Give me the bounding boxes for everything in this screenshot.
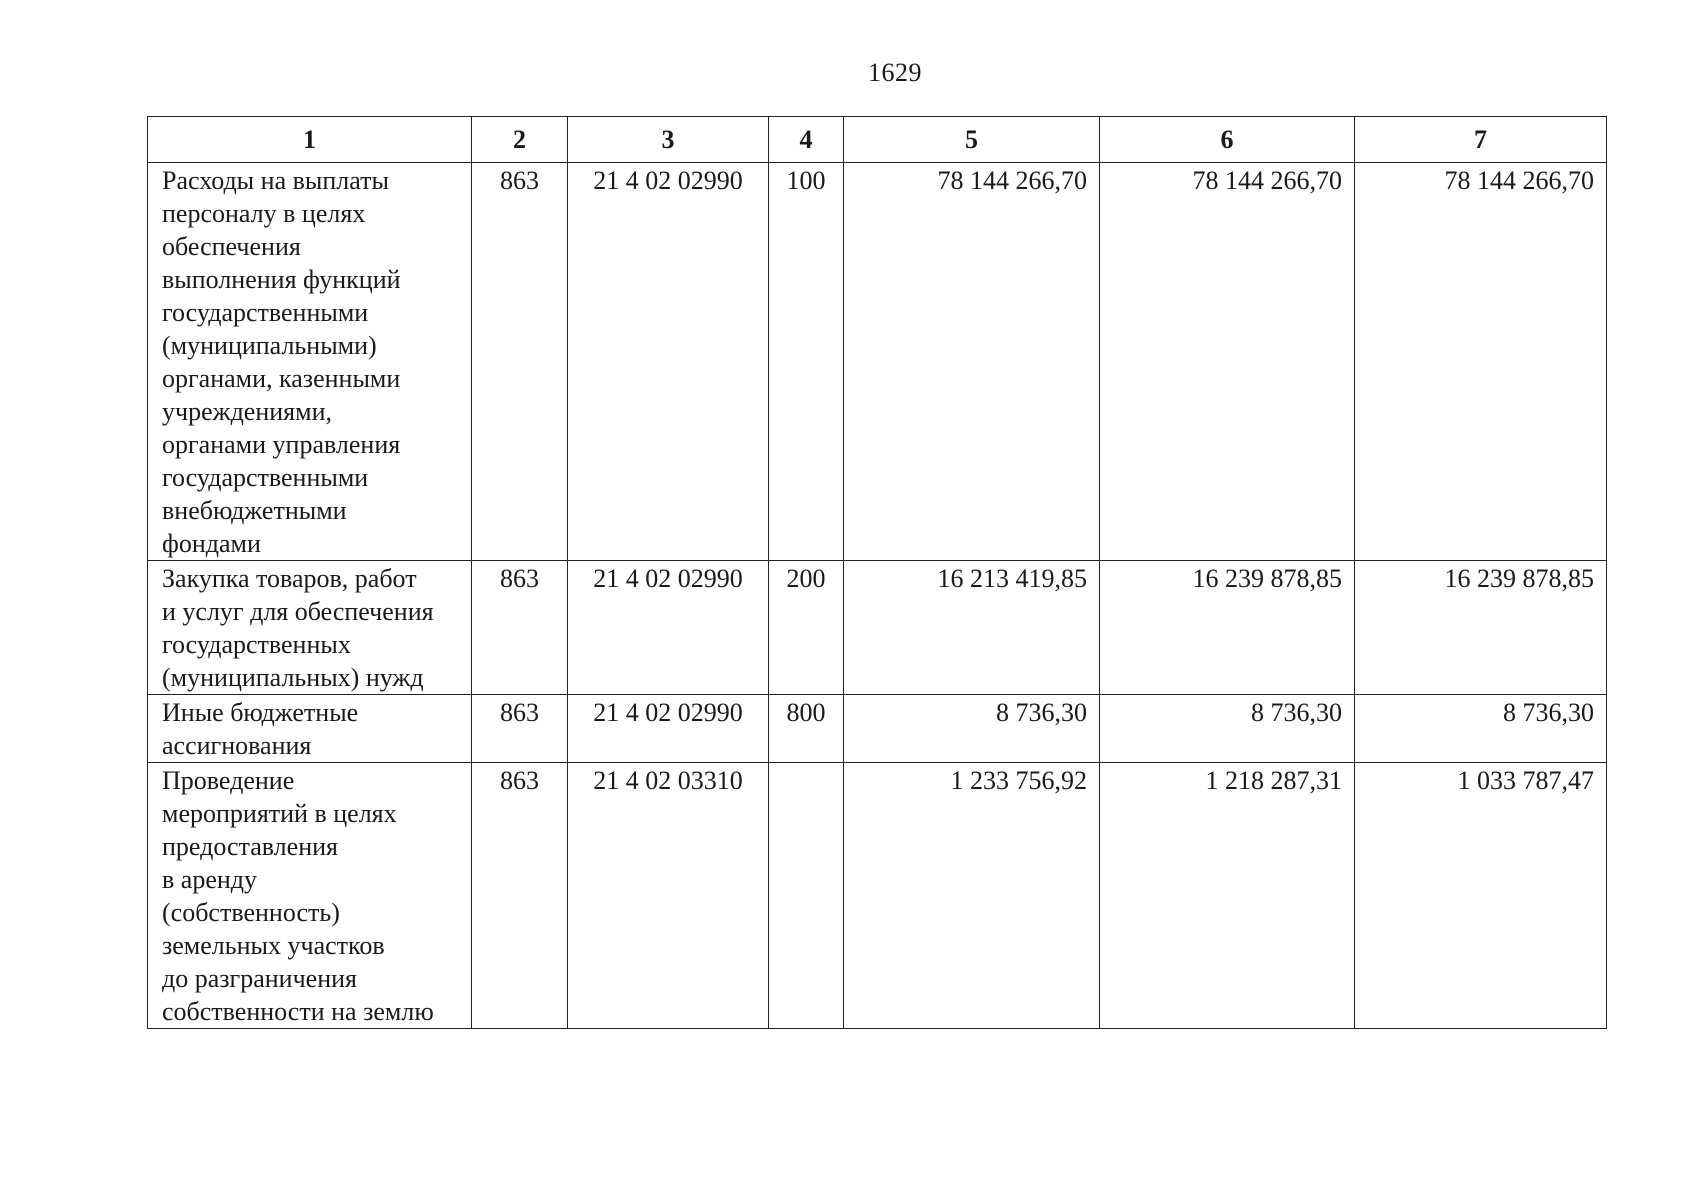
- column-header: 4: [769, 117, 844, 163]
- amount-col7-cell: 16 239 878,85: [1355, 561, 1607, 695]
- expense-name-line: до разграничения: [162, 964, 357, 993]
- expense-name-line: государственных: [162, 630, 351, 659]
- table-row: [148, 163, 1607, 561]
- agency-code-cell: 863: [472, 163, 568, 561]
- expense-name-line: Проведение: [162, 766, 295, 795]
- expense-name-cell: [148, 763, 472, 1029]
- target-code-cell: 21 4 02 03310: [568, 763, 769, 1029]
- column-header: 6: [1100, 117, 1355, 163]
- budget-table: [147, 116, 1607, 1029]
- expense-name-line: Иные бюджетные: [162, 698, 359, 727]
- column-header: 2: [472, 117, 568, 163]
- expense-name-line: (муниципальных) нужд: [162, 663, 424, 692]
- column-header: 5: [844, 117, 1100, 163]
- expense-name-line: выполнения функций: [162, 265, 401, 294]
- expense-name-cell: [148, 695, 472, 763]
- amount-col6-cell: 16 239 878,85: [1100, 561, 1355, 695]
- expense-name-line: государственными: [162, 298, 369, 327]
- table-row: [148, 695, 1607, 763]
- target-code-cell: 21 4 02 02990: [568, 561, 769, 695]
- expense-name-line: (собственность): [162, 898, 340, 927]
- agency-code-cell: 863: [472, 763, 568, 1029]
- expense-name-line: собственности на землю: [162, 997, 434, 1026]
- expense-type-cell: 200: [769, 561, 844, 695]
- expense-name-cell: [148, 163, 472, 561]
- expense-name-line: государственными: [162, 463, 369, 492]
- amount-col6-cell: 1 218 287,31: [1100, 763, 1355, 1029]
- expense-name-line: ассигнования: [162, 731, 312, 760]
- target-code-cell: 21 4 02 02990: [568, 695, 769, 763]
- amount-col5-cell: 8 736,30: [844, 695, 1100, 763]
- expense-type-cell: [769, 763, 844, 1029]
- table-row: [148, 561, 1607, 695]
- table-header-row: [148, 117, 1607, 163]
- amount-col7-cell: 78 144 266,70: [1355, 163, 1607, 561]
- expense-name-line: Расходы на выплаты: [162, 166, 389, 195]
- column-header: 1: [148, 117, 472, 163]
- expense-name-line: Закупка товаров, работ: [162, 564, 417, 593]
- expense-name-cell: [148, 561, 472, 695]
- page-number: 1629: [868, 58, 922, 87]
- expense-name-line: персоналу в целях: [162, 199, 366, 228]
- expense-name-line: обеспечения: [162, 232, 301, 261]
- amount-col6-cell: 8 736,30: [1100, 695, 1355, 763]
- expense-type-cell: 800: [769, 695, 844, 763]
- expense-name-line: (муниципальными): [162, 331, 377, 360]
- expense-name-line: предоставления: [162, 832, 338, 861]
- expense-name-line: внебюджетными: [162, 496, 347, 525]
- amount-col6-cell: 78 144 266,70: [1100, 163, 1355, 561]
- agency-code-cell: 863: [472, 561, 568, 695]
- agency-code-cell: 863: [472, 695, 568, 763]
- amount-col5-cell: 78 144 266,70: [844, 163, 1100, 561]
- expense-name-line: органами, казенными: [162, 364, 401, 393]
- column-header: 7: [1355, 117, 1607, 163]
- expense-name-line: органами управления: [162, 430, 401, 459]
- column-header: 3: [568, 117, 769, 163]
- expense-name-line: учреждениями,: [162, 397, 333, 426]
- target-code-cell: 21 4 02 02990: [568, 163, 769, 561]
- amount-col5-cell: 1 233 756,92: [844, 763, 1100, 1029]
- amount-col7-cell: 8 736,30: [1355, 695, 1607, 763]
- amount-col7-cell: 1 033 787,47: [1355, 763, 1607, 1029]
- expense-name-line: и услуг для обеспечения: [162, 597, 434, 626]
- expense-type-cell: 100: [769, 163, 844, 561]
- expense-name-line: мероприятий в целях: [162, 799, 397, 828]
- expense-name-line: в аренду: [162, 865, 257, 894]
- expense-name-line: земельных участков: [162, 931, 385, 960]
- expense-name-line: фондами: [162, 529, 261, 558]
- table-row: [148, 763, 1607, 1029]
- amount-col5-cell: 16 213 419,85: [844, 561, 1100, 695]
